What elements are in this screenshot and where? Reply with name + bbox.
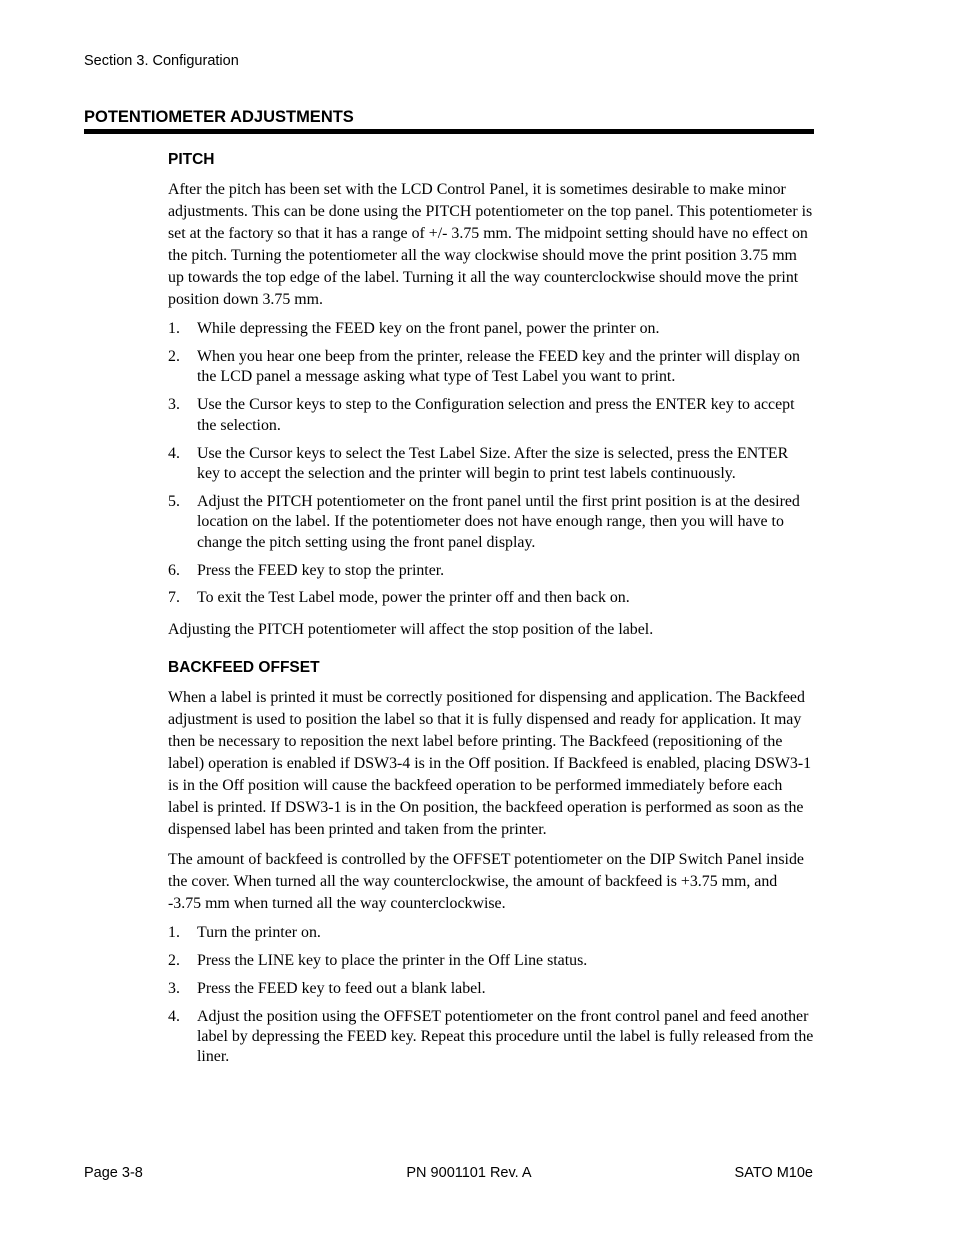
step-text: Press the FEED key to feed out a blank label. [197, 979, 486, 997]
step-number: 4. [168, 444, 180, 462]
step-number: 7. [168, 589, 180, 607]
step-number: 4. [168, 1007, 180, 1025]
step-text: While depressing the FEED key on the front panel, power the printer on. [197, 320, 660, 337]
step-text: Adjust the position using the OFFSET potentiometer on the front control panel and feed another label by depressing the FEED key. Repeat this procedure until the label is fully released from the liner. [197, 1007, 814, 1066]
backfeed-steps-list [168, 923, 814, 1068]
step-text: Adjust the PITCH potentiometer on the front panel until the first print position is at the desired location on the label. If the potentiometer does not have enough range, then you will have to change the pitch setting using the front panel display. [197, 492, 800, 551]
backfeed-paragraph-2: The amount of backfeed is controlled by the OFFSET potentiometer on the DIP Switch Panel inside the cover. When turned all the way counterclockwise, the amount of backfeed is +3.75 mm, and -3.75 mm when turned all the way counterclockwise. [168, 850, 804, 912]
step-text: Use the Cursor keys to select the Test Label Size. After the size is selected, press the ENTER key to accept the selection and the printer will begin to print test labels continuously. [197, 444, 789, 482]
pitch-heading: PITCH [168, 151, 215, 168]
step-number: 2. [168, 951, 180, 969]
list-item [168, 951, 814, 971]
backfeed-paragraph-1: When a label is printed it must be correctly positioned for dispensing and application. The Backfeed adjustment is used to position the label so that it is fully dispensed and ready for application. It may then be necessary to reposition the next label before printing. The Backfeed (repositioning of the label) operation is enabled if DSW3-4 is in the Off position. If Backfeed is enabled, placing DSW3-1 is in the Off position will cause the backfeed operation to be performed immediately before each label is printed. If DSW3-1 is in the On position, the backfeed operation is performed as soon as the dispensed label has been printed and taken from the printer. [168, 688, 812, 838]
list-item [168, 588, 814, 608]
step-number: 6. [168, 561, 180, 579]
footer-part-number: PN 9001101 Rev. A [406, 1165, 532, 1181]
pitch-steps-list [168, 319, 814, 609]
step-text: Use the Cursor keys to step to the Configuration selection and press the ENTER key to accept the selection. [197, 396, 795, 434]
pitch-note-paragraph: Adjusting the PITCH potentiometer will affect the stop position of the label. [168, 620, 654, 638]
list-item [168, 561, 814, 581]
footer-page-number: Page 3-8 [84, 1165, 143, 1181]
step-number: 1. [168, 320, 180, 337]
page-content [168, 150, 814, 1078]
list-item [168, 319, 814, 339]
list-item [168, 979, 814, 999]
backfeed-heading: BACKFEED OFFSET [168, 658, 320, 676]
step-number: 2. [168, 347, 180, 365]
step-number: 1. [168, 923, 180, 941]
step-number: 5. [168, 492, 180, 510]
list-item [168, 395, 814, 436]
pitch-intro-paragraph: After the pitch has been set with the LCD Control Panel, it is sometimes desirable to make minor adjustments. This can be done using the PITCH potentiometer on the top panel. This potentiometer is set at the factory so that it has a range of +/- 3.75 mm. The midpoint setting should have no effect on the pitch. Turning the potentiometer all the way clockwise should move the print position 3.75 mm up towards the top edge of the label. Turning it all the way counterclockwise should move the print position down 3.75 mm. [168, 181, 813, 308]
step-text: Turn the printer on. [197, 923, 321, 941]
list-item [168, 923, 814, 943]
list-item [168, 1007, 814, 1068]
list-item [168, 347, 814, 388]
step-text: Press the LINE key to place the printer in the Off Line status. [197, 951, 588, 969]
section-title: POTENTIOMETER ADJUSTMENTS [84, 108, 354, 126]
step-text: When you hear one beep from the printer, release the FEED key and the printer will display on the LCD panel a message asking what type of Test Label you want to print. [197, 347, 801, 386]
step-text: To exit the Test Label mode, power the printer off and then back on. [197, 589, 630, 607]
list-item [168, 492, 814, 553]
step-text: Press the FEED key to stop the printer. [197, 561, 445, 579]
running-head: Section 3. Configuration [84, 53, 239, 69]
list-item [168, 444, 814, 485]
step-number: 3. [168, 979, 180, 997]
step-number: 3. [168, 396, 180, 414]
footer-product-name: SATO M10e [734, 1165, 813, 1181]
section-title-rule [84, 129, 814, 134]
